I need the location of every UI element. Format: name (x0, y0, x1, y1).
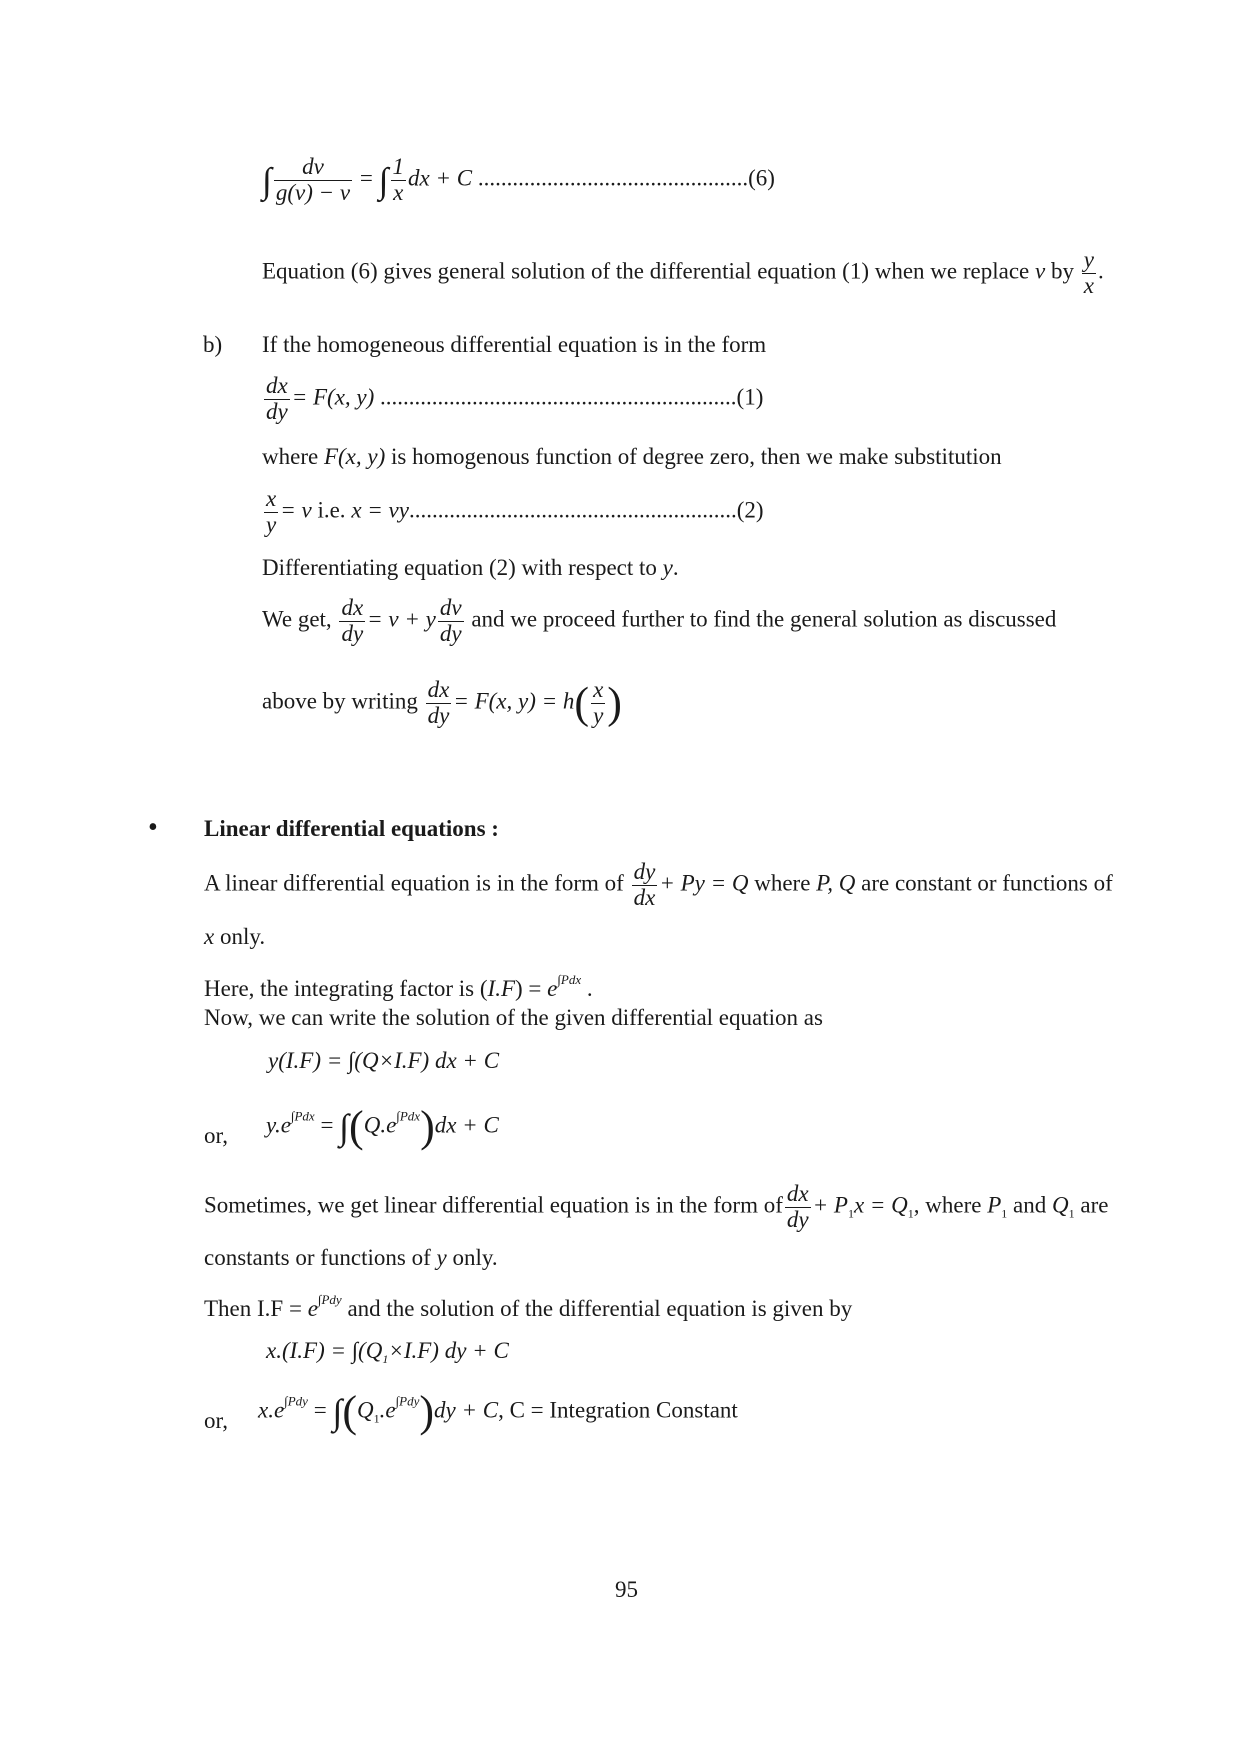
fraction: $\frac{x}{y}$ (266, 486, 277, 537)
paragraph: Here, the integrating factor is $(I.F) = e^{\int Pdx}$ . (204, 972, 593, 1001)
item-label: b) (203, 332, 223, 357)
equation-b1: $\frac{dx}{dy}$ = F(x, y) ..............................................................(1) (266, 373, 764, 424)
integral-sign: ∫ (378, 160, 389, 201)
integral-sign: ∫ (339, 1107, 350, 1147)
equation-b4: above by writing $\frac{dx}{dy}$ = F(x, y) = h( $\frac{x}{y}$ ) (262, 677, 622, 728)
solution-equation-3: $x.(I.F) = \int(Q_1\times I.F)$ dy + C (266, 1338, 509, 1366)
fraction: $\frac{dx}{dy}$ (341, 595, 364, 646)
fraction: $\frac{dv}{g(v) - v}$ (275, 154, 351, 205)
fraction: $\frac{dx}{dy}$ (266, 373, 288, 424)
fraction: $\frac{dx}{dy}$ (427, 677, 450, 728)
solution-equation-1: y(I.F) = ∫(Q×I.F) dx + C (268, 1048, 500, 1073)
paragraph: A linear differential equation is in the form of $\frac{dy}{dx}$ + Py = Q where P, Q are constant or functions of (204, 859, 1113, 910)
paragraph: Equation (6) gives general solution of the differential equation (1) when we replace v by $\frac{y}{x}$ . (262, 247, 1104, 298)
paragraph: Now, we can write the solution of the given differential equation as (204, 1005, 823, 1030)
paragraph: constants or functions of y only. (204, 1245, 498, 1270)
integral-sign: ∫ (262, 160, 272, 201)
integral-sign: ∫ (332, 1392, 343, 1432)
equation-b3: We get, $\frac{dx}{dy}$ = v + y $\frac{dv}{dy}$ and we proceed further to find the general solution as discussed (262, 595, 1057, 646)
solution-equation-2: $y.e^{\int Pdx} = \int(Q.e^{\int Pdx})dx + C$ (266, 1102, 499, 1151)
solution-equation-4: $x.e^{\int Pdy} = \int(Q_1.e^{\int Pdy})dy + C$, C = Integration Constant (258, 1387, 738, 1436)
fraction: $\frac{1}{x}$ (392, 154, 404, 205)
paragraph: where F(x, y) is homogenous function of degree zero, then we make substitution (262, 444, 1002, 469)
paragraph: Differentiating equation (2) with respect to y. (262, 555, 679, 580)
paragraph: Then $I.F = e^{\int Pdy}$ and the solution of the differential equation is given by (204, 1292, 853, 1321)
paragraph: Sometimes, we get linear differential equation is in the form of $\frac{dx}{dy}$ + $P_1x = Q_1$, where $P_1$ and $Q_1$ are (204, 1181, 1109, 1232)
equation-b2: $\frac{x}{y}$ = v i.e. x = vy.........................................................(2) (266, 486, 764, 537)
fraction: $\frac{x}{y}$ (593, 677, 604, 728)
fraction: $\frac{dx}{dy}$ (786, 1181, 809, 1232)
bullet: • (148, 812, 158, 843)
fraction: $\frac{dy}{dx}$ (633, 859, 656, 910)
section-heading: Linear differential equations : (204, 816, 499, 841)
paragraph: x only. (204, 924, 266, 949)
fraction: $\frac{y}{x}$ (1083, 247, 1094, 298)
equation-6: ∫ $\frac{dv}{g(v) - v}$ = ∫ $\frac{1}{x}$ dx + C ...............................................(6) (262, 154, 775, 205)
or-label: or, (204, 1408, 228, 1433)
page-number: 95 (615, 1577, 638, 1602)
paragraph: If the homogeneous differential equation is in the form (262, 332, 767, 357)
or-label: or, (204, 1123, 228, 1148)
fraction: $\frac{dv}{dy}$ (439, 595, 462, 646)
